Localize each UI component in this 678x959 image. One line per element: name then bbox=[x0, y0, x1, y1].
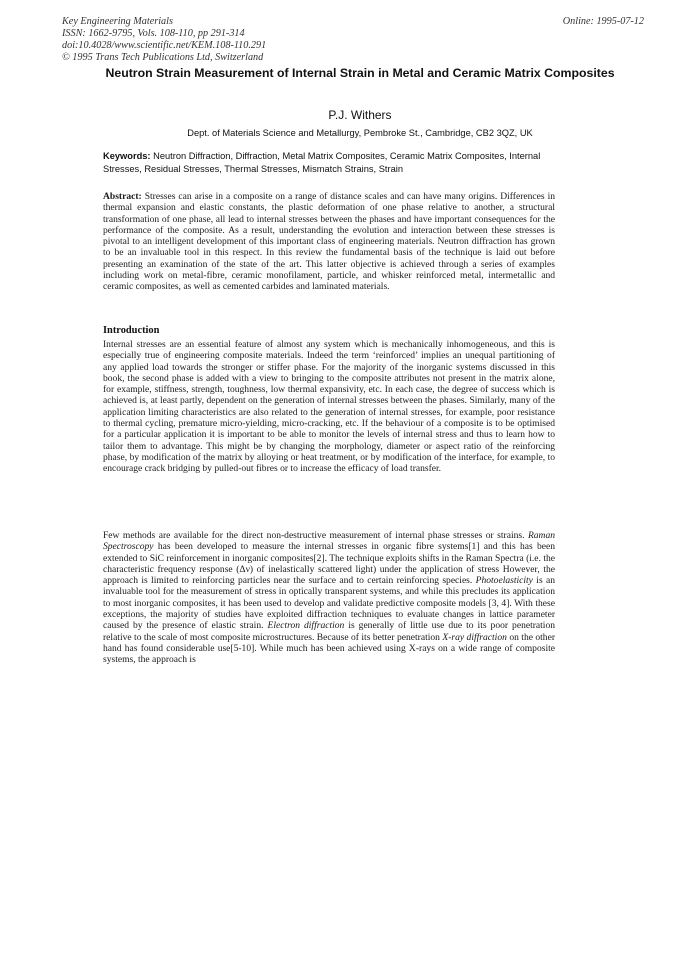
doi-line: doi:10.4028/www.scientific.net/KEM.108-110.291 bbox=[62, 40, 267, 51]
journal-header bbox=[62, 16, 266, 64]
introduction-paragraph-1: Internal stresses are an essential feature of almost any system which is mechanically inhomogeneous, and this is especially true of engineering composite materials. Indeed the term ‘reinforced’ implies an unequal partitioning of any applied load towards the stronger or stiffer phase. For the majority of the inorganic systems discussed in this book, the second phase is added with a view to bringing to the composite attributes not present in the matrix alone, for example, stiffness, strength, toughness, low thermal expansivity, etc. In each case, the degree of success which is achieved is, at least partly, dependent on the generation of internal stresses between the phases. Similarly, many of the application limiting characteristics are also related to the generation of internal stresses, for example, poor resistance to thermal cycling, premature micro-yielding, micro-cracking, etc. If the behaviour of a composite is to be optimised for a particular application it is important to be able to monitor the levels of internal stress and thus to learn how to tailor them to advantage. This might be by changing the morphology, diameter or aspect ratio of the reinforcing phase, by modification of the matrix by alloying or heat treatment, or by modification of the interface, for example, to encourage crack bridging by pulled-out fibres or to increase the efficacy of load transfer. bbox=[103, 339, 555, 475]
keywords-text: Neutron Diffraction, Diffraction, Metal Matrix Composites, Ceramic Matrix Composites, Internal Stresses, Residual Stresses, Thermal Stresses, Mismatch Strains, Strain bbox=[103, 151, 541, 174]
online-date: Online: 1995-07-12 bbox=[562, 16, 644, 27]
issn-line: ISSN: 1662-9795, Vols. 108-110, pp 291-314 bbox=[62, 28, 245, 39]
paragraph-text: is generally of little use due to its poor penetration relative to the scale of most composite microstructures. Because of its better penetration bbox=[103, 620, 555, 643]
abstract-text: Stresses can arise in a composite on a range of distance scales and can have many origins. Differences in thermal expansion and elastic constants, the plastic deformation of one phase relative to another, a structural transformation of one phase, all lead to internal stresses between the phases and have important consequences for the performance of the composite. As a result, understanding the evolution and interaction between these stresses is pivotal to an intelligent development of this important class of engineering materials. Neutron diffraction has grown to be an invaluable tool in this respect. In this review the fundamental basis of the technique is laid out before presenting an examination of the state of the art. This latter objective is achieved through a series of examples including work on metal-fibre, ceramic monofilament, particle, and whisker reinforced metal, intermetallic and ceramic composites, as well as cemented carbides and laminated materials. bbox=[103, 191, 555, 293]
paragraph-text: is an invaluable tool for the measurement of stress in optically transparent systems, and while this precludes its application to most inorganic composites, it has been used to develop and validate predictive composite models [3, 4]. With these exceptions, the majority of studies have exploited diffraction techniques to evaluate changes in lattice parameter caused by the presence of elastic strain. bbox=[103, 575, 556, 632]
section-heading-introduction: Introduction bbox=[103, 325, 160, 336]
term-photoelasticity: Photoelasticity bbox=[475, 575, 533, 587]
keywords bbox=[103, 150, 561, 175]
journal-name: Key Engineering Materials bbox=[62, 16, 173, 27]
term-xray-diffraction: X-ray diffraction bbox=[442, 631, 507, 643]
author-name: P.J. Withers bbox=[328, 108, 392, 122]
abstract-label: Abstract: bbox=[103, 191, 142, 202]
paragraph-text: on the other hand has found considerable use[5-10]. While much has been achieved using X-rays on a wide range of composite systems, the approach is bbox=[103, 631, 556, 666]
paragraph-text: Few methods are available for the direct non-destructive measurement of internal phase stresses or strains. bbox=[103, 530, 525, 541]
abstract bbox=[103, 191, 555, 293]
term-raman-spectroscopy: Raman Spectroscopy bbox=[103, 530, 555, 553]
term-electron-diffraction: Electron diffraction bbox=[267, 620, 345, 632]
paragraph-text: has been developed to measure the internal stresses in organic fibre systems[1] and this has been extended to SiC reinforcement in inorganic composites[2]. The technique exploits shifts in the Raman Spectra (i.e. the characteristic frequency response (Δν) of inelastically scattered light) under the application of stress However, the approach is limited to reinforcing particles near the surface and to certain reinforcing species. bbox=[103, 541, 555, 587]
paper-title: Neutron Strain Measurement of Internal Strain in Metal and Ceramic Matrix Composites bbox=[105, 66, 615, 80]
keywords-label: Keywords: bbox=[103, 151, 151, 161]
author-affiliation: Dept. of Materials Science and Metallurgy, Pembroke St., Cambridge, CB2 3QZ, UK bbox=[187, 128, 533, 138]
introduction-paragraph-2 bbox=[103, 530, 555, 666]
copyright-line: © 1995 Trans Tech Publications Ltd, Switzerland bbox=[62, 52, 264, 63]
